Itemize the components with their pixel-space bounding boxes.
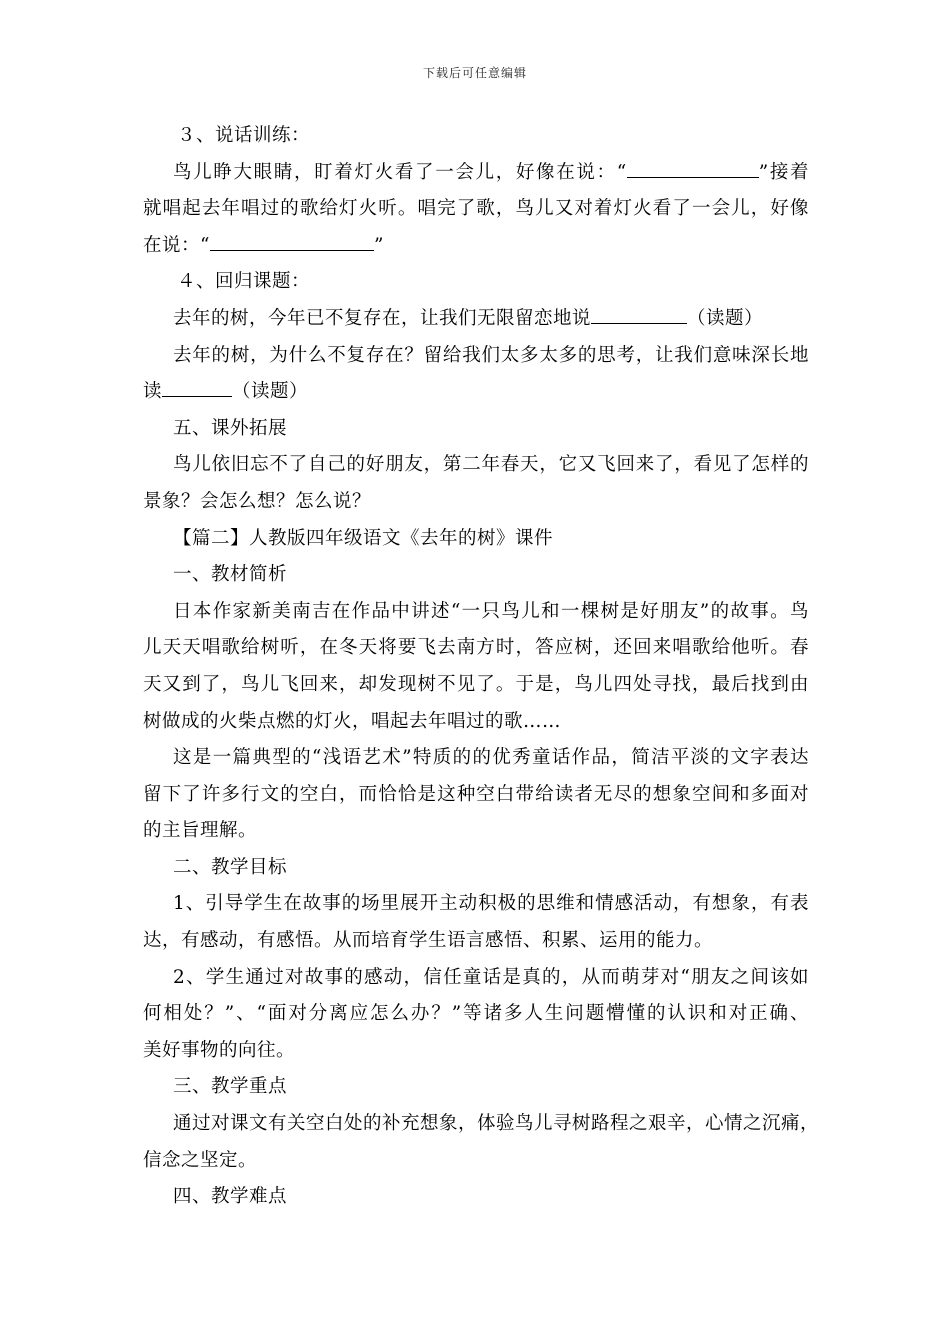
paragraph-line: 去年的树，为什么不复存在？留给我们太多太多的思考，让我们意味深长地 — [173, 344, 809, 366]
paragraph-line: 达，有感动，有感悟。从而培育学生语言感悟、积累、运用的能力。 — [143, 930, 714, 952]
fill-blank — [627, 157, 759, 177]
paragraph-line: 就唱起去年唱过的歌给灯火听。唱完了歌，鸟儿又对着灯火看了一会儿，好像 — [143, 198, 809, 220]
paragraph-line: 日本作家新美南吉在作品中讲述“一只鸟儿和一棵树是好朋友”的故事。鸟 — [173, 600, 809, 622]
paragraph-line: 的主旨理解。 — [143, 820, 258, 842]
paragraph-line: 在说：“ ” — [143, 228, 809, 265]
paragraph-line: 树做成的火柴点燃的灯火，唱起去年唱过的歌…… — [143, 710, 562, 732]
paragraph-line: 2、学生通过对故事的感动，信任童话是真的，从而萌芽对“朋友之间该如 — [173, 966, 809, 988]
paragraph-line: 读 （读题） — [143, 374, 809, 411]
paragraph-line: 景象？会怎么想？怎么说？ — [143, 490, 372, 512]
fill-blank — [162, 377, 232, 397]
paragraph-line: 去年的树，今年已不复存在，让我们无限留恋地说 （读题） — [143, 301, 809, 338]
page-header: 下载后可任意编辑 — [422, 66, 527, 80]
article-title: 【篇二】人教版四年级语文《去年的树》课件 — [173, 527, 554, 549]
section-heading: 三、教学重点 — [173, 1076, 288, 1098]
section-heading: ３、说话训练： — [177, 125, 311, 146]
paragraph-line: 美好事物的向往。 — [143, 1039, 296, 1061]
fill-blank — [591, 304, 687, 324]
document-body — [143, 118, 820, 1216]
paragraph-line: 天又到了，鸟儿飞回来，却发现树不见了。于是，鸟儿四处寻找，最后找到由 — [143, 673, 809, 695]
paragraph-line: 何相处？”、“面对分离应怎么办？”等诸多人生问题懵懂的认识和对正确、 — [143, 1003, 809, 1025]
fill-blank — [210, 230, 374, 250]
paragraph-line: 儿天天唱歌给树听，在冬天将要飞去南方时，答应树，还回来唱歌给他听。春 — [143, 637, 809, 659]
paragraph-line: 鸟儿依旧忘不了自己的好朋友，第二年春天，它又飞回来了，看见了怎样的 — [173, 454, 809, 476]
paragraph-line: 1、引导学生在故事的场里展开主动积极的思维和情感活动，有想象，有表 — [173, 893, 809, 915]
paragraph-line: 信念之坚定。 — [143, 1149, 258, 1171]
section-heading: 二、教学目标 — [173, 856, 288, 878]
paragraph-line: 通过对课文有关空白处的补充想象，体验鸟儿寻树路程之艰辛，心情之沉痛， — [173, 1113, 820, 1135]
section-heading: 五、课外拓展 — [173, 417, 288, 439]
paragraph-line: 这是一篇典型的“浅语艺术”特质的的优秀童话作品，简洁平淡的文字表达 — [173, 747, 809, 769]
paragraph-line: 留下了许多行文的空白，而恰恰是这种空白带给读者无尽的想象空间和多面对 — [143, 783, 809, 805]
section-heading: 四、教学难点 — [173, 1186, 288, 1208]
paragraph-line: 鸟儿睁大眼睛，盯着灯火看了一会儿，好像在说：“ ”接着 — [143, 155, 809, 192]
section-heading: 一、教材简析 — [173, 564, 288, 586]
section-heading: ４、回归课题： — [177, 271, 311, 293]
